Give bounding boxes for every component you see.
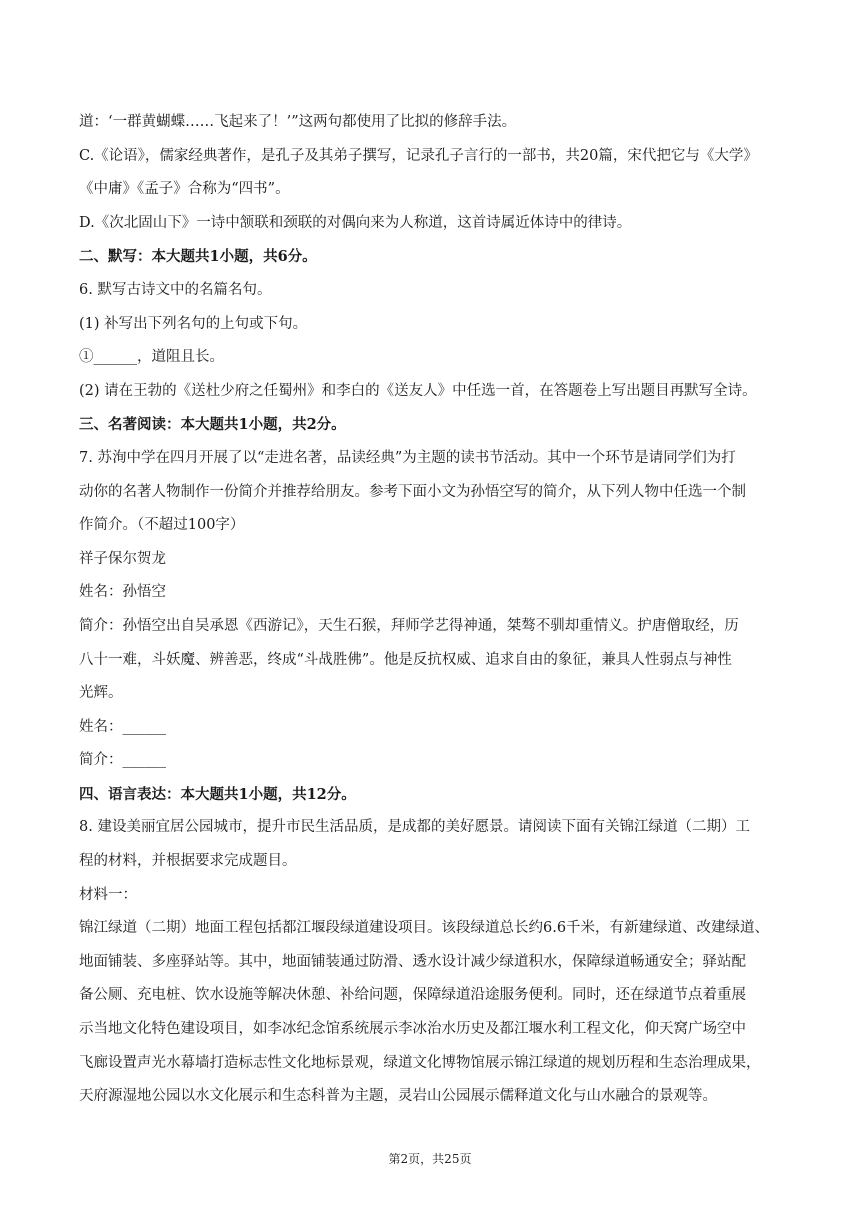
text-line: 示当地文化特色建设项目，如李冰纪念馆系统展示李冰治水历史及都江堰水利工程文化，仰天窝广场空中 xyxy=(79,1021,746,1038)
section-heading: 三、名著阅读：本大题共1小题，共2分。 xyxy=(79,416,346,434)
text-line: 锦江绿道（二期）地面工程包括都江堰段绿道建设项目。该段绿道总长约6.6千米，有新建绿道、改建绿道、 xyxy=(79,920,770,937)
document-page xyxy=(79,106,783,1114)
text-line: 简介：______ xyxy=(79,752,166,769)
text-line: D.《次北固山下》一诗中颔联和颈联的对偶向来为人称道，这首诗属近体诗中的律诗。 xyxy=(79,214,632,231)
text-line: 《中庸》《孟子》合称为“四书”。 xyxy=(79,181,290,198)
text-line: 姓名：孙悟空 xyxy=(79,584,166,601)
text-line: 祥子保尔贺龙 xyxy=(79,550,166,567)
section-heading: 四、语言表达：本大题共1小题，共12分。 xyxy=(79,785,356,803)
text-line: 程的材料，并根据要求完成题目。 xyxy=(79,853,297,870)
text-line: C.《论语》，儒家经典著作，是孔子及其弟子撰写，记录孔子言行的一部书，共20篇，宋代把它与《大学》 xyxy=(79,147,758,164)
text-line: 7. 苏洵中学在四月开展了以“走进名著，品读经典”为主题的读书节活动。其中一个环节是请同学们为打 xyxy=(79,449,736,466)
text-line: 备公厕、充电桩、饮水设施等解决休憩、补给问题，保障绿道沿途服务便利。同时，还在绿道节点着重展 xyxy=(79,987,746,1004)
text-line: (2) 请在王勃的《送杜少府之任蜀州》和李白的《送友人》中任选一首，在答题卷上写出题目再默写全诗。 xyxy=(79,382,757,399)
text-line: 道：‘一群黄蝴蝶……飞起来了！’”这两句都使用了比拟的修辞手法。 xyxy=(79,114,517,130)
text-line: 作简介。（不超过100字） xyxy=(79,517,245,534)
text-line: 简介：孙悟空出自吴承恩《西游记》，天生石猴，拜师学艺得神通，桀骜不驯却重情义。护唐僧取经，历 xyxy=(79,617,739,634)
text-line: 动你的名著人物制作一份简介并推荐给朋友。参考下面小文为孙悟空写的简介，从下列人物中任选一个制 xyxy=(79,483,746,500)
page-footer: 第2页，共25页 xyxy=(388,1152,472,1166)
section-heading: 二、默写：本大题共1小题，共6分。 xyxy=(79,248,317,266)
text-line: 6. 默写古诗文中的名篇名句。 xyxy=(79,281,272,298)
text-line: 八十一难，斗妖魔、辨善恶，终成“斗战胜佛”。他是反抗权威、追求自由的象征，兼具人性弱点与神性 xyxy=(79,651,732,668)
text-line: 材料一： xyxy=(79,886,137,903)
text-line: 光辉。 xyxy=(79,685,123,702)
text-line: 8. 建设美丽宜居公园城市，提升市民生活品质，是成都的美好愿景。请阅读下面有关锦江绿道（二期）工 xyxy=(79,819,750,836)
text-line: 姓名：______ xyxy=(79,718,166,735)
text-line: 天府源湿地公园以水文化展示和生态科普为主题，灵岩山公园展示儒释道文化与山水融合的景观等。 xyxy=(79,1088,717,1105)
text-line: (1) 补写出下列名句的上句或下句。 xyxy=(79,315,308,332)
text-line: 飞廊设置声光水幕墙打造标志性文化地标景观，绿道文化博物馆展示锦江绿道的规划历程和生态治理成果， xyxy=(79,1054,761,1071)
text-line: 地面铺装、多座驿站等。其中，地面铺装通过防滑、透水设计减少绿道积水，保障绿道畅通安全；驿站配 xyxy=(79,953,746,970)
text-line: ①______，道阻且长。 xyxy=(79,349,224,366)
